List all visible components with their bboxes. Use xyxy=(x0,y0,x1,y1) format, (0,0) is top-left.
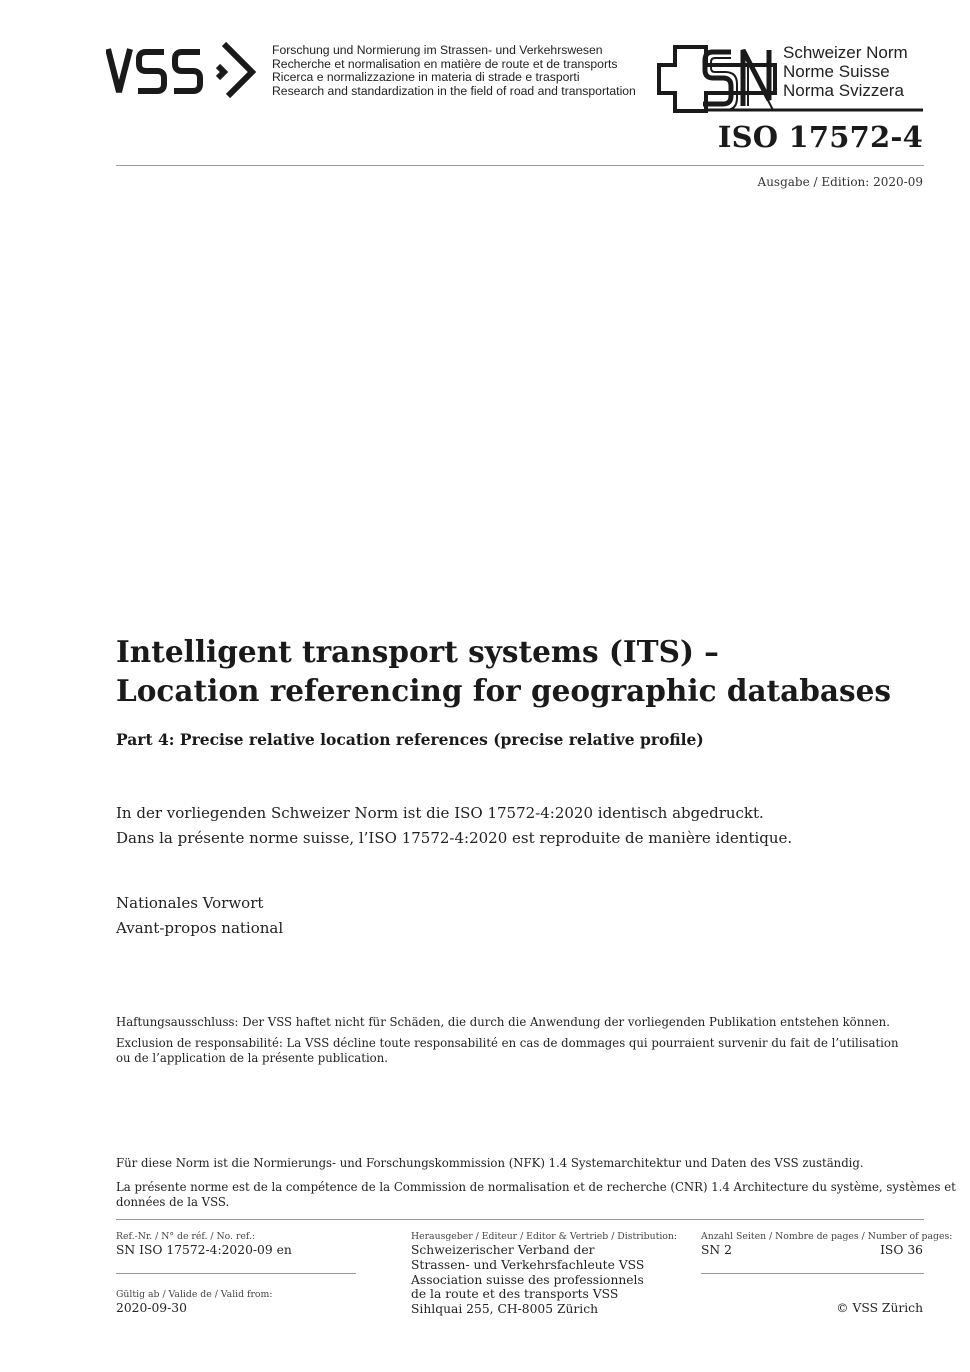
valid-from-label: Gültig ab / Valide de / Valid from: xyxy=(116,1289,273,1300)
disclaimer-fr-line-1: Exclusion de responsabilité: La VSS décline toute responsabilité en cas de dommages qui pourraient survenir du fait de l’utilisation xyxy=(116,1036,899,1050)
national-foreword-fr: Avant-propos national xyxy=(116,919,284,937)
header-divider xyxy=(116,165,924,166)
publisher-line-3: Association suisse des professionnels xyxy=(411,1272,644,1287)
competence-fr-line-1: La présente norme est de la compétence de la Commission de normalisation et de recherche (CNR) 1.4 Architecture du système, systèmes et xyxy=(116,1180,956,1194)
page-count-iso: ISO 36 xyxy=(880,1243,923,1257)
competence-de: Für diese Norm ist die Normierungs- und Forschungskommission (NFK) 1.4 Systemarchitektur und Daten des VSS zuständig. xyxy=(116,1156,864,1170)
disclaimer-de: Haftungsausschluss: Der VSS haftet nicht für Schäden, die durch die Anwendung der vorliegenden Publikation entstehen können. xyxy=(116,1015,890,1029)
vss-logo xyxy=(106,40,266,100)
ref-number-label: Ref.-Nr. / N° de réf. / No. ref.: xyxy=(116,1231,256,1242)
vss-tagline-en: Research and standardization in the field of road and transportation xyxy=(272,83,636,98)
national-foreword xyxy=(116,891,283,941)
copyright: © VSS Zürich xyxy=(836,1301,923,1315)
competence-fr-line-2: données de la VSS. xyxy=(116,1194,230,1209)
ref-number-value: SN ISO 17572-4:2020-09 en xyxy=(116,1243,292,1257)
identical-statement-de: In der vorliegenden Schweizer Norm ist die ISO 17572-4:2020 identisch abgedruckt. xyxy=(116,804,764,822)
edition-date: Ausgabe / Edition: 2020-09 xyxy=(757,175,923,189)
ref-divider xyxy=(116,1273,356,1274)
national-foreword-de: Nationales Vorwort xyxy=(116,894,264,912)
publisher-line-5: Sihlquai 255, CH-8005 Zürich xyxy=(411,1302,599,1317)
publisher-label: Herausgeber / Editeur / Editor & Vertrieb / Distribution: xyxy=(411,1231,678,1242)
publisher-line-4: de la route et des transports VSS xyxy=(411,1287,619,1302)
document-title xyxy=(116,632,891,710)
sn-label-fr: Norme Suisse xyxy=(783,62,890,81)
title-line-1: Intelligent transport systems (ITS) – xyxy=(116,634,719,669)
sn-label-it: Norma Svizzera xyxy=(783,81,904,100)
valid-from-value: 2020-09-30 xyxy=(116,1301,187,1315)
page-count-label: Anzahl Seiten / Nombre de pages / Number of pages: xyxy=(701,1231,953,1242)
vss-tagline xyxy=(272,44,636,98)
identical-statement xyxy=(116,801,792,851)
page-count-divider xyxy=(701,1273,924,1274)
competence-fr xyxy=(116,1180,956,1209)
vss-tagline-de: Forschung und Normierung im Strassen- und Verkehrswesen xyxy=(272,43,603,57)
iso-number: ISO 17572-4 xyxy=(717,120,923,154)
title-line-2: Location referencing for geographic databases xyxy=(116,673,892,708)
page-count-sn: SN 2 xyxy=(701,1243,732,1257)
footer-divider xyxy=(116,1219,924,1220)
publisher-address xyxy=(411,1243,644,1317)
publisher-line-1: Schweizerischer Verband der xyxy=(411,1243,595,1257)
sn-labels xyxy=(783,43,908,100)
document-subtitle: Part 4: Precise relative location references (precise relative profile) xyxy=(116,730,704,749)
vss-tagline-fr: Recherche et normalisation en matière de route et de transports xyxy=(272,56,618,71)
identical-statement-fr: Dans la présente norme suisse, l’ISO 17572-4:2020 est reproduite de manière identique. xyxy=(116,829,793,847)
disclaimer-fr xyxy=(116,1036,899,1065)
vss-tagline-it: Ricerca e normalizzazione in materia di strade e trasporti xyxy=(272,70,580,85)
publisher-line-2: Strassen- und Verkehrsfachleute VSS xyxy=(411,1257,645,1272)
disclaimer-fr-line-2: ou de l’application de la présente publication. xyxy=(116,1050,388,1065)
sn-label-de: Schweizer Norm xyxy=(783,43,908,62)
vss-logo-mark xyxy=(106,40,266,100)
